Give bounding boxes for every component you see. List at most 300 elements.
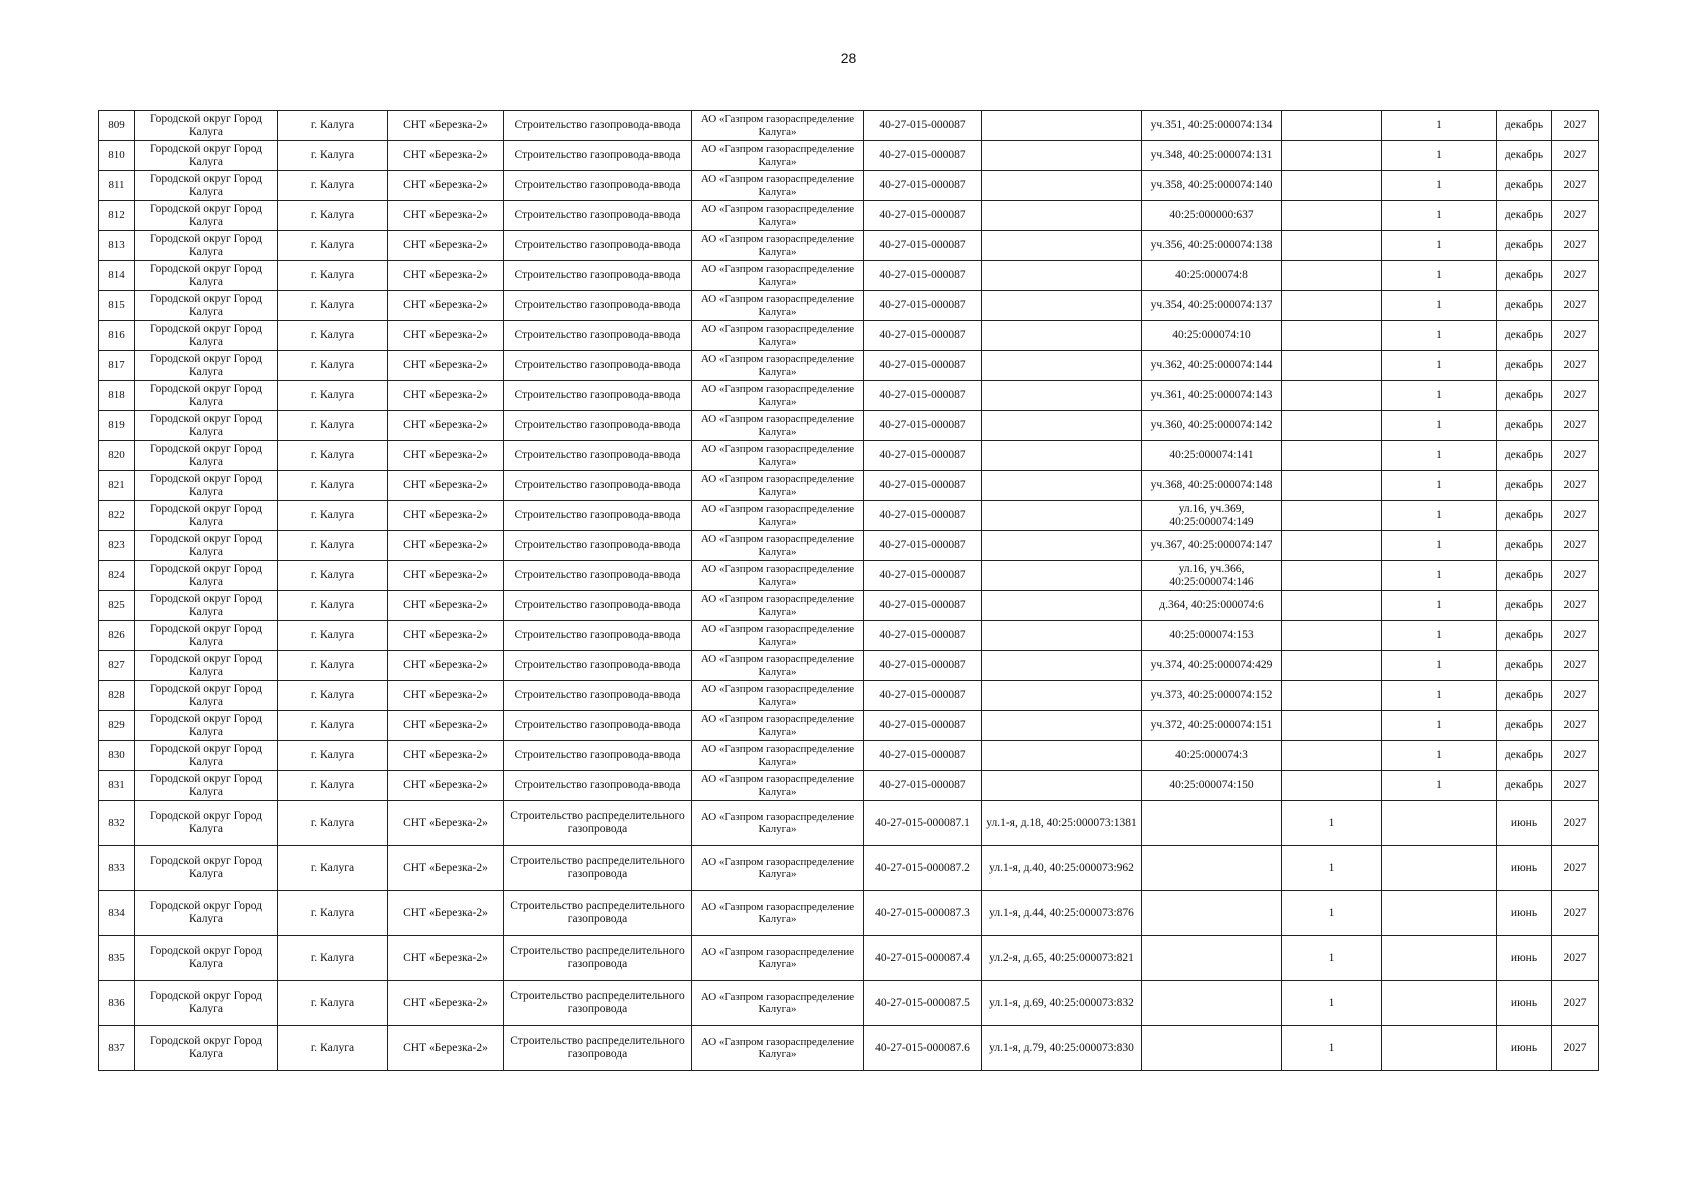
quantity-b-cell: 1 — [1382, 141, 1497, 171]
work-type-cell: Строительство газопровода-ввода — [504, 591, 692, 621]
owner-cell: АО «Газпром газораспределение Калуга» — [692, 441, 864, 471]
city-cell: г. Калуга — [278, 771, 388, 801]
district-cell: Городской округ Город Калуга — [135, 741, 278, 771]
cadastral-number-cell: уч.362, 40:25:000074:144 — [1142, 351, 1282, 381]
owner-cell: АО «Газпром газораспределение Калуга» — [692, 111, 864, 141]
district-cell: Городской округ Город Калуга — [135, 291, 278, 321]
table-row — [99, 681, 1599, 711]
district-cell: Городской округ Город Калуга — [135, 531, 278, 561]
year-cell: 2027 — [1552, 411, 1599, 441]
quantity-a-cell — [1282, 711, 1382, 741]
year-cell: 2027 — [1552, 111, 1599, 141]
owner-cell: АО «Газпром газораспределение Калуга» — [692, 381, 864, 411]
work-type-cell: Строительство газопровода-ввода — [504, 561, 692, 591]
quantity-b-cell: 1 — [1382, 351, 1497, 381]
quantity-b-cell — [1382, 891, 1497, 936]
quantity-b-cell: 1 — [1382, 561, 1497, 591]
quantity-b-cell: 1 — [1382, 621, 1497, 651]
quantity-a-cell — [1282, 411, 1382, 441]
owner-cell: АО «Газпром газораспределение Калуга» — [692, 711, 864, 741]
owner-cell: АО «Газпром газораспределение Калуга» — [692, 561, 864, 591]
object-code-cell: 40-27-015-000087 — [864, 141, 982, 171]
quantity-a-cell — [1282, 591, 1382, 621]
quantity-a-cell — [1282, 321, 1382, 351]
settlement-cell: СНТ «Березка-2» — [388, 681, 504, 711]
cadastral-number-cell: уч.360, 40:25:000074:142 — [1142, 411, 1282, 441]
month-cell: декабрь — [1497, 261, 1552, 291]
address-cell: ул.1-я, д.69, 40:25:000073:832 — [982, 981, 1142, 1026]
city-cell: г. Калуга — [278, 741, 388, 771]
month-cell: декабрь — [1497, 291, 1552, 321]
row-number-cell: 819 — [99, 411, 135, 441]
owner-cell: АО «Газпром газораспределение Калуга» — [692, 771, 864, 801]
quantity-b-cell — [1382, 1026, 1497, 1071]
city-cell: г. Калуга — [278, 981, 388, 1026]
work-type-cell: Строительство распределительного газопровода — [504, 936, 692, 981]
owner-cell: АО «Газпром газораспределение Калуга» — [692, 846, 864, 891]
table-row — [99, 591, 1599, 621]
month-cell: июнь — [1497, 1026, 1552, 1071]
owner-cell: АО «Газпром газораспределение Калуга» — [692, 936, 864, 981]
work-type-cell: Строительство газопровода-ввода — [504, 441, 692, 471]
settlement-cell: СНТ «Березка-2» — [388, 846, 504, 891]
settlement-cell: СНТ «Березка-2» — [388, 201, 504, 231]
quantity-a-cell — [1282, 381, 1382, 411]
district-cell: Городской округ Город Калуга — [135, 891, 278, 936]
address-cell — [982, 651, 1142, 681]
object-code-cell: 40-27-015-000087 — [864, 321, 982, 351]
address-cell — [982, 411, 1142, 441]
year-cell: 2027 — [1552, 591, 1599, 621]
settlement-cell: СНТ «Березка-2» — [388, 321, 504, 351]
district-cell: Городской округ Город Калуга — [135, 846, 278, 891]
row-number-cell: 810 — [99, 141, 135, 171]
cadastral-number-cell: 40:25:000074:150 — [1142, 771, 1282, 801]
city-cell: г. Калуга — [278, 351, 388, 381]
table-row — [99, 846, 1599, 891]
quantity-a-cell — [1282, 111, 1382, 141]
quantity-b-cell: 1 — [1382, 501, 1497, 531]
owner-cell: АО «Газпром газораспределение Калуга» — [692, 981, 864, 1026]
district-cell: Городской округ Город Калуга — [135, 111, 278, 141]
owner-cell: АО «Газпром газораспределение Калуга» — [692, 501, 864, 531]
address-cell — [982, 111, 1142, 141]
settlement-cell: СНТ «Березка-2» — [388, 261, 504, 291]
object-code-cell: 40-27-015-000087 — [864, 711, 982, 741]
quantity-b-cell — [1382, 936, 1497, 981]
district-cell: Городской округ Город Калуга — [135, 936, 278, 981]
object-code-cell: 40-27-015-000087 — [864, 651, 982, 681]
quantity-a-cell — [1282, 651, 1382, 681]
settlement-cell: СНТ «Березка-2» — [388, 291, 504, 321]
row-number-cell: 817 — [99, 351, 135, 381]
work-type-cell: Строительство газопровода-ввода — [504, 771, 692, 801]
quantity-a-cell: 1 — [1282, 891, 1382, 936]
city-cell: г. Калуга — [278, 441, 388, 471]
settlement-cell: СНТ «Березка-2» — [388, 591, 504, 621]
city-cell: г. Калуга — [278, 1026, 388, 1071]
table-body — [99, 111, 1599, 1071]
table-row — [99, 741, 1599, 771]
cadastral-number-cell: уч.372, 40:25:000074:151 — [1142, 711, 1282, 741]
year-cell: 2027 — [1552, 381, 1599, 411]
object-code-cell: 40-27-015-000087.5 — [864, 981, 982, 1026]
object-code-cell: 40-27-015-000087 — [864, 501, 982, 531]
quantity-a-cell — [1282, 501, 1382, 531]
quantity-a-cell — [1282, 141, 1382, 171]
city-cell: г. Калуга — [278, 711, 388, 741]
address-cell — [982, 141, 1142, 171]
month-cell: июнь — [1497, 891, 1552, 936]
cadastral-number-cell: уч.374, 40:25:000074:429 — [1142, 651, 1282, 681]
table-row — [99, 801, 1599, 846]
city-cell: г. Калуга — [278, 261, 388, 291]
table-row — [99, 441, 1599, 471]
object-code-cell: 40-27-015-000087 — [864, 171, 982, 201]
quantity-b-cell: 1 — [1382, 741, 1497, 771]
table-row — [99, 891, 1599, 936]
month-cell: декабрь — [1497, 711, 1552, 741]
work-type-cell: Строительство газопровода-ввода — [504, 621, 692, 651]
quantity-a-cell — [1282, 741, 1382, 771]
row-number-cell: 825 — [99, 591, 135, 621]
year-cell: 2027 — [1552, 561, 1599, 591]
cadastral-number-cell: уч.373, 40:25:000074:152 — [1142, 681, 1282, 711]
quantity-b-cell: 1 — [1382, 681, 1497, 711]
month-cell: декабрь — [1497, 471, 1552, 501]
owner-cell: АО «Газпром газораспределение Калуга» — [692, 201, 864, 231]
year-cell: 2027 — [1552, 621, 1599, 651]
settlement-cell: СНТ «Березка-2» — [388, 741, 504, 771]
object-code-cell: 40-27-015-000087 — [864, 531, 982, 561]
cadastral-number-cell: уч.368, 40:25:000074:148 — [1142, 471, 1282, 501]
month-cell: декабрь — [1497, 621, 1552, 651]
table-row — [99, 621, 1599, 651]
table-row — [99, 321, 1599, 351]
settlement-cell: СНТ «Березка-2» — [388, 801, 504, 846]
table-row — [99, 141, 1599, 171]
address-cell — [982, 261, 1142, 291]
city-cell: г. Калуга — [278, 501, 388, 531]
table-row — [99, 771, 1599, 801]
row-number-cell: 811 — [99, 171, 135, 201]
settlement-cell: СНТ «Березка-2» — [388, 471, 504, 501]
object-code-cell: 40-27-015-000087 — [864, 291, 982, 321]
city-cell: г. Калуга — [278, 531, 388, 561]
row-number-cell: 812 — [99, 201, 135, 231]
year-cell: 2027 — [1552, 471, 1599, 501]
work-type-cell: Строительство газопровода-ввода — [504, 741, 692, 771]
row-number-cell: 837 — [99, 1026, 135, 1071]
quantity-a-cell: 1 — [1282, 801, 1382, 846]
work-type-cell: Строительство газопровода-ввода — [504, 291, 692, 321]
settlement-cell: СНТ «Березка-2» — [388, 441, 504, 471]
city-cell: г. Калуга — [278, 321, 388, 351]
city-cell: г. Калуга — [278, 201, 388, 231]
city-cell: г. Калуга — [278, 561, 388, 591]
address-cell: ул.1-я, д.18, 40:25:000073:1381 — [982, 801, 1142, 846]
month-cell: декабрь — [1497, 351, 1552, 381]
quantity-b-cell: 1 — [1382, 231, 1497, 261]
settlement-cell: СНТ «Березка-2» — [388, 381, 504, 411]
month-cell: декабрь — [1497, 681, 1552, 711]
owner-cell: АО «Газпром газораспределение Калуга» — [692, 291, 864, 321]
district-cell: Городской округ Город Калуга — [135, 591, 278, 621]
district-cell: Городской округ Город Калуга — [135, 471, 278, 501]
quantity-b-cell: 1 — [1382, 591, 1497, 621]
month-cell: декабрь — [1497, 741, 1552, 771]
object-code-cell: 40-27-015-000087 — [864, 681, 982, 711]
address-cell — [982, 231, 1142, 261]
cadastral-number-cell: уч.367, 40:25:000074:147 — [1142, 531, 1282, 561]
object-code-cell: 40-27-015-000087 — [864, 351, 982, 381]
district-cell: Городской округ Город Калуга — [135, 681, 278, 711]
table-row — [99, 471, 1599, 501]
quantity-a-cell — [1282, 621, 1382, 651]
work-type-cell: Строительство газопровода-ввода — [504, 411, 692, 441]
month-cell: декабрь — [1497, 651, 1552, 681]
settlement-cell: СНТ «Березка-2» — [388, 936, 504, 981]
cadastral-number-cell: уч.356, 40:25:000074:138 — [1142, 231, 1282, 261]
cadastral-number-cell — [1142, 936, 1282, 981]
district-cell: Городской округ Город Калуга — [135, 621, 278, 651]
year-cell: 2027 — [1552, 846, 1599, 891]
owner-cell: АО «Газпром газораспределение Калуга» — [692, 651, 864, 681]
quantity-b-cell — [1382, 846, 1497, 891]
year-cell: 2027 — [1552, 351, 1599, 381]
gasification-table — [98, 110, 1599, 1071]
owner-cell: АО «Газпром газораспределение Калуга» — [692, 231, 864, 261]
month-cell: декабрь — [1497, 201, 1552, 231]
month-cell: июнь — [1497, 801, 1552, 846]
work-type-cell: Строительство распределительного газопровода — [504, 891, 692, 936]
owner-cell: АО «Газпром газораспределение Калуга» — [692, 801, 864, 846]
row-number-cell: 818 — [99, 381, 135, 411]
object-code-cell: 40-27-015-000087 — [864, 111, 982, 141]
row-number-cell: 835 — [99, 936, 135, 981]
owner-cell: АО «Газпром газораспределение Калуга» — [692, 141, 864, 171]
year-cell: 2027 — [1552, 936, 1599, 981]
address-cell — [982, 291, 1142, 321]
object-code-cell: 40-27-015-000087 — [864, 771, 982, 801]
quantity-a-cell — [1282, 231, 1382, 261]
quantity-a-cell — [1282, 471, 1382, 501]
district-cell: Городской округ Город Калуга — [135, 1026, 278, 1071]
object-code-cell: 40-27-015-000087 — [864, 741, 982, 771]
quantity-b-cell — [1382, 981, 1497, 1026]
month-cell: декабрь — [1497, 381, 1552, 411]
settlement-cell: СНТ «Березка-2» — [388, 771, 504, 801]
cadastral-number-cell: 40:25:000074:141 — [1142, 441, 1282, 471]
row-number-cell: 828 — [99, 681, 135, 711]
cadastral-number-cell: уч.351, 40:25:000074:134 — [1142, 111, 1282, 141]
table-row — [99, 381, 1599, 411]
table-row — [99, 231, 1599, 261]
settlement-cell: СНТ «Березка-2» — [388, 501, 504, 531]
cadastral-number-cell — [1142, 801, 1282, 846]
address-cell — [982, 501, 1142, 531]
work-type-cell: Строительство распределительного газопровода — [504, 1026, 692, 1071]
year-cell: 2027 — [1552, 531, 1599, 561]
table-row — [99, 981, 1599, 1026]
address-cell: ул.2-я, д.65, 40:25:000073:821 — [982, 936, 1142, 981]
page-number: 28 — [840, 50, 857, 66]
owner-cell: АО «Газпром газораспределение Калуга» — [692, 171, 864, 201]
year-cell: 2027 — [1552, 501, 1599, 531]
table-row — [99, 201, 1599, 231]
owner-cell: АО «Газпром газораспределение Калуга» — [692, 741, 864, 771]
settlement-cell: СНТ «Березка-2» — [388, 351, 504, 381]
object-code-cell: 40-27-015-000087 — [864, 621, 982, 651]
year-cell: 2027 — [1552, 171, 1599, 201]
address-cell — [982, 171, 1142, 201]
object-code-cell: 40-27-015-000087 — [864, 561, 982, 591]
object-code-cell: 40-27-015-000087.2 — [864, 846, 982, 891]
cadastral-number-cell: д.364, 40:25:000074:6 — [1142, 591, 1282, 621]
month-cell: декабрь — [1497, 171, 1552, 201]
quantity-b-cell: 1 — [1382, 711, 1497, 741]
year-cell: 2027 — [1552, 291, 1599, 321]
city-cell: г. Калуга — [278, 471, 388, 501]
owner-cell: АО «Газпром газораспределение Калуга» — [692, 891, 864, 936]
year-cell: 2027 — [1552, 261, 1599, 291]
month-cell: декабрь — [1497, 771, 1552, 801]
work-type-cell: Строительство распределительного газопровода — [504, 846, 692, 891]
district-cell: Городской округ Город Калуга — [135, 801, 278, 846]
row-number-cell: 824 — [99, 561, 135, 591]
cadastral-number-cell: уч.358, 40:25:000074:140 — [1142, 171, 1282, 201]
address-cell — [982, 321, 1142, 351]
city-cell: г. Калуга — [278, 141, 388, 171]
work-type-cell: Строительство газопровода-ввода — [504, 381, 692, 411]
quantity-a-cell: 1 — [1282, 981, 1382, 1026]
row-number-cell: 826 — [99, 621, 135, 651]
district-cell: Городской округ Город Калуга — [135, 981, 278, 1026]
quantity-b-cell: 1 — [1382, 531, 1497, 561]
object-code-cell: 40-27-015-000087 — [864, 591, 982, 621]
cadastral-number-cell — [1142, 891, 1282, 936]
object-code-cell: 40-27-015-000087 — [864, 411, 982, 441]
owner-cell: АО «Газпром газораспределение Калуга» — [692, 351, 864, 381]
month-cell: декабрь — [1497, 591, 1552, 621]
row-number-cell: 827 — [99, 651, 135, 681]
work-type-cell: Строительство газопровода-ввода — [504, 231, 692, 261]
month-cell: июнь — [1497, 981, 1552, 1026]
month-cell: декабрь — [1497, 141, 1552, 171]
month-cell: декабрь — [1497, 111, 1552, 141]
table-row — [99, 1026, 1599, 1071]
address-cell — [982, 561, 1142, 591]
settlement-cell: СНТ «Березка-2» — [388, 981, 504, 1026]
work-type-cell: Строительство газопровода-ввода — [504, 681, 692, 711]
year-cell: 2027 — [1552, 321, 1599, 351]
settlement-cell: СНТ «Березка-2» — [388, 711, 504, 741]
district-cell: Городской округ Город Калуга — [135, 171, 278, 201]
object-code-cell: 40-27-015-000087 — [864, 261, 982, 291]
cadastral-number-cell: уч.348, 40:25:000074:131 — [1142, 141, 1282, 171]
settlement-cell: СНТ «Березка-2» — [388, 111, 504, 141]
district-cell: Городской округ Город Калуга — [135, 321, 278, 351]
year-cell: 2027 — [1552, 681, 1599, 711]
settlement-cell: СНТ «Березка-2» — [388, 1026, 504, 1071]
work-type-cell: Строительство газопровода-ввода — [504, 501, 692, 531]
owner-cell: АО «Газпром газораспределение Калуга» — [692, 621, 864, 651]
quantity-b-cell: 1 — [1382, 111, 1497, 141]
row-number-cell: 809 — [99, 111, 135, 141]
cadastral-number-cell: 40:25:000074:153 — [1142, 621, 1282, 651]
city-cell: г. Калуга — [278, 111, 388, 141]
object-code-cell: 40-27-015-000087.6 — [864, 1026, 982, 1071]
cadastral-number-cell: ул.16, уч.369, 40:25:000074:149 — [1142, 501, 1282, 531]
settlement-cell: СНТ «Березка-2» — [388, 621, 504, 651]
address-cell — [982, 471, 1142, 501]
table-row — [99, 936, 1599, 981]
quantity-b-cell: 1 — [1382, 411, 1497, 441]
quantity-b-cell — [1382, 801, 1497, 846]
work-type-cell: Строительство газопровода-ввода — [504, 351, 692, 381]
row-number-cell: 821 — [99, 471, 135, 501]
quantity-a-cell — [1282, 561, 1382, 591]
cadastral-number-cell: 40:25:000074:3 — [1142, 741, 1282, 771]
work-type-cell: Строительство газопровода-ввода — [504, 711, 692, 741]
table-row — [99, 171, 1599, 201]
cadastral-number-cell: 40:25:000000:637 — [1142, 201, 1282, 231]
city-cell: г. Калуга — [278, 231, 388, 261]
owner-cell: АО «Газпром газораспределение Калуга» — [692, 1026, 864, 1071]
table-row — [99, 531, 1599, 561]
owner-cell: АО «Газпром газораспределение Калуга» — [692, 591, 864, 621]
owner-cell: АО «Газпром газораспределение Калуга» — [692, 681, 864, 711]
district-cell: Городской округ Город Калуга — [135, 231, 278, 261]
quantity-b-cell: 1 — [1382, 171, 1497, 201]
city-cell: г. Калуга — [278, 936, 388, 981]
city-cell: г. Калуга — [278, 381, 388, 411]
object-code-cell: 40-27-015-000087.1 — [864, 801, 982, 846]
object-code-cell: 40-27-015-000087 — [864, 381, 982, 411]
work-type-cell: Строительство газопровода-ввода — [504, 471, 692, 501]
address-cell: ул.1-я, д.40, 40:25:000073:962 — [982, 846, 1142, 891]
work-type-cell: Строительство распределительного газопровода — [504, 801, 692, 846]
address-cell — [982, 711, 1142, 741]
work-type-cell: Строительство газопровода-ввода — [504, 651, 692, 681]
settlement-cell: СНТ «Березка-2» — [388, 171, 504, 201]
table-row — [99, 711, 1599, 741]
object-code-cell: 40-27-015-000087.3 — [864, 891, 982, 936]
address-cell — [982, 531, 1142, 561]
district-cell: Городской округ Город Калуга — [135, 261, 278, 291]
cadastral-number-cell: уч.354, 40:25:000074:137 — [1142, 291, 1282, 321]
object-code-cell: 40-27-015-000087 — [864, 201, 982, 231]
cadastral-number-cell — [1142, 981, 1282, 1026]
year-cell: 2027 — [1552, 1026, 1599, 1071]
month-cell: декабрь — [1497, 561, 1552, 591]
settlement-cell: СНТ «Березка-2» — [388, 561, 504, 591]
quantity-a-cell — [1282, 291, 1382, 321]
city-cell: г. Калуга — [278, 681, 388, 711]
row-number-cell: 813 — [99, 231, 135, 261]
table-row — [99, 411, 1599, 441]
quantity-b-cell: 1 — [1382, 321, 1497, 351]
quantity-b-cell: 1 — [1382, 201, 1497, 231]
district-cell: Городской округ Город Калуга — [135, 381, 278, 411]
district-cell: Городской округ Город Калуга — [135, 771, 278, 801]
quantity-a-cell — [1282, 171, 1382, 201]
owner-cell: АО «Газпром газораспределение Калуга» — [692, 531, 864, 561]
row-number-cell: 822 — [99, 501, 135, 531]
district-cell: Городской округ Город Калуга — [135, 441, 278, 471]
district-cell: Городской округ Город Калуга — [135, 501, 278, 531]
table-row — [99, 291, 1599, 321]
